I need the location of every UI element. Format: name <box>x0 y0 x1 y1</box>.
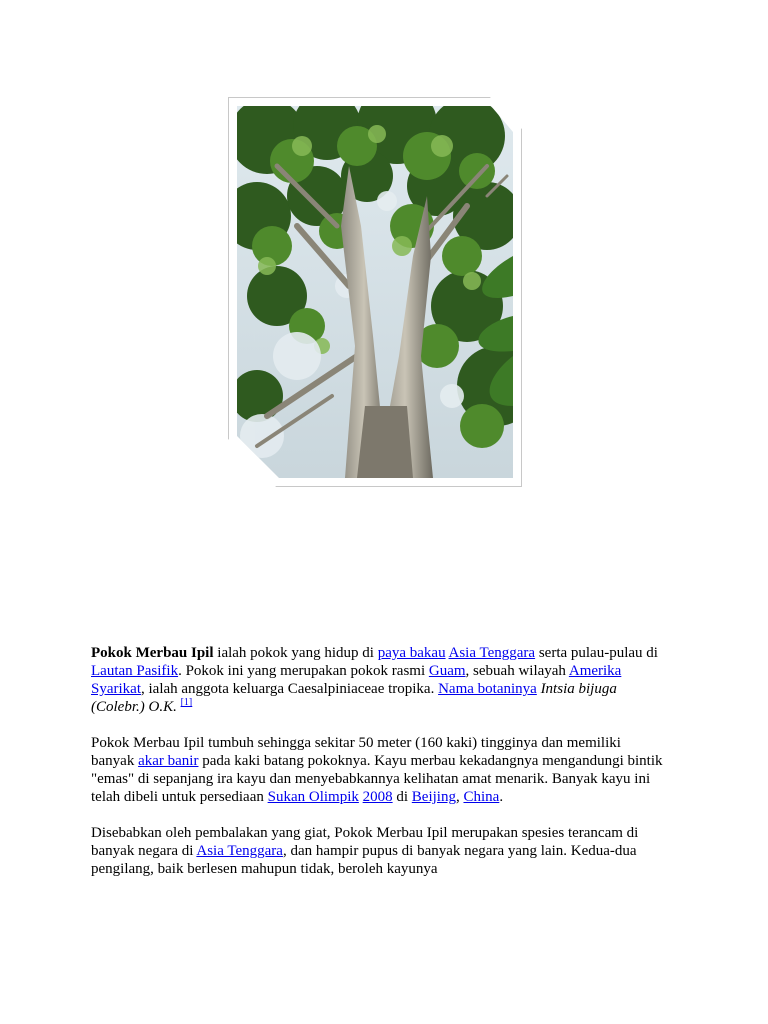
paragraph-growth: Pokok Merbau Ipil tumbuh sehingga sekitar 50 meter (160 kaki) tingginya dan memiliki banyak akar banir pada kaki batang pokoknya. Kayu merbau kekadangnya mengandungi bintik "emas" di sepanjang ira kayu dan menyebabkannya kelihatan amat menarik. Banyak kayu ini telah dibeli untuk persediaan Sukan Olimpik 2008 di Beijing, China. <box>91 735 663 805</box>
link-asia-tenggara-2[interactable]: Asia Tenggara <box>196 843 283 859</box>
link-lautan-pasifik[interactable]: Lautan Pasifik <box>91 663 179 679</box>
link-paya-bakau[interactable]: paya bakau <box>377 645 446 661</box>
term-bold: Pokok Merbau Ipil <box>91 645 214 661</box>
paragraph-threat: Disebabkan oleh pembalakan yang giat, Pokok Merbau Ipil merupakan spesies terancam di banyak negara di Asia Tenggara, dan hampir pupus di banyak negara yang lain. Kedua-dua pengilang, baik berlesen mahupun tidak, beroleh kayunya <box>91 825 639 877</box>
link-nama-botaninya[interactable]: Nama botaninya <box>438 681 537 697</box>
link-akar-banir[interactable]: akar banir <box>138 753 199 769</box>
link-beijing[interactable]: Beijing <box>411 789 456 805</box>
article-text <box>91 644 666 896</box>
tree-photo-frame <box>228 97 522 487</box>
link-guam[interactable]: Guam <box>428 663 466 679</box>
reference-link[interactable]: [1] <box>180 697 193 708</box>
tree-photo <box>237 106 513 478</box>
link-sukan-olimpik[interactable]: Sukan Olimpik <box>267 789 359 805</box>
paragraph-intro: Pokok Merbau Ipil ialah pokok yang hidup di paya bakau Asia Tenggara serta pulau-pulau di Lautan Pasifik. Pokok ini yang merupakan pokok rasmi Guam, sebuah wilayah Amerika Syarikat, ialah anggota keluarga Caesalpiniaceae tropika. Nama botaninya Intsia bijuga (Colebr.) O.K. [1] <box>91 645 658 715</box>
link-amerika-syarikat[interactable]: Amerika Syarikat <box>91 663 622 697</box>
link-china[interactable]: China <box>463 789 500 805</box>
tree-photo-icon <box>237 106 513 478</box>
link-2008[interactable]: 2008 <box>362 789 393 805</box>
link-asia-tenggara[interactable]: Asia Tenggara <box>448 645 536 661</box>
scientific-name: Intsia bijuga (Colebr.) O.K. <box>91 681 617 715</box>
